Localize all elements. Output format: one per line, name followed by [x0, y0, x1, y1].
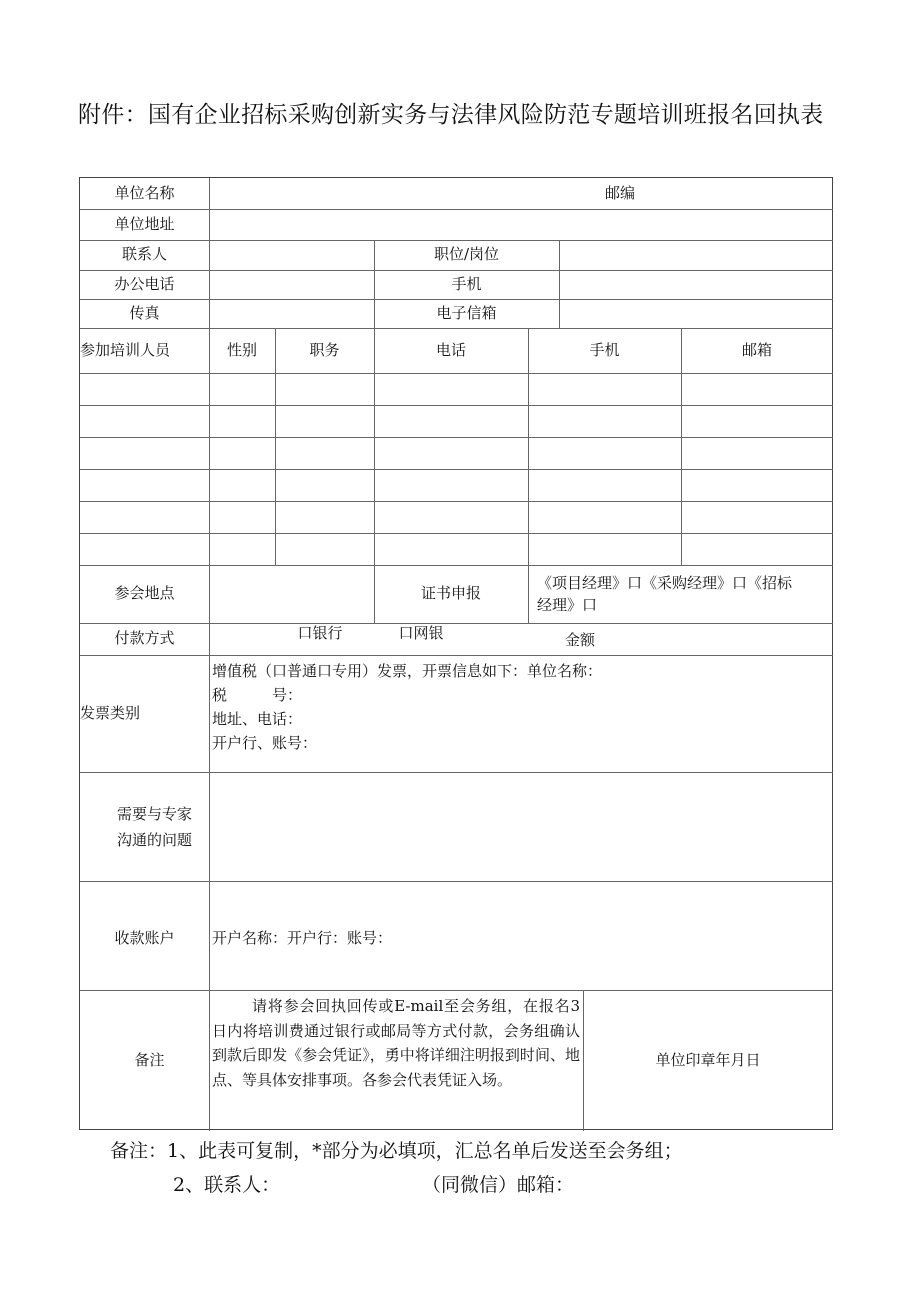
- fax-label: 传真: [129, 303, 160, 322]
- certificate-options-line1: 《项目经理》口《采购经理》口《招标: [537, 574, 793, 592]
- invoice-line-bank: 开户行、账号：: [212, 734, 318, 752]
- account-label: 收款账户: [114, 929, 175, 947]
- footnote-line1: 备注：1、此表可复制，*部分为必填项，汇总名单后发送至会务组；: [110, 1140, 683, 1162]
- account-details: 开户名称：开户行：账号：: [212, 929, 393, 948]
- attendee-header-name: 参加培训人员: [80, 340, 171, 359]
- attendee-row[interactable]: [80, 373, 833, 405]
- invoice-line-address: 地址、电话：: [212, 710, 303, 728]
- questions-label-line1: 需要与专家: [116, 804, 192, 823]
- attendee-header-mobile: 手机: [589, 340, 620, 359]
- unit-address-label: 单位地址: [114, 214, 175, 233]
- venue-label: 参会地点: [114, 584, 175, 603]
- attendee-header-title: 职务: [309, 340, 340, 359]
- page-title: 附件：国有企业招标采购创新实务与法律风险防范专题培训班报名回执表: [78, 102, 824, 128]
- footnote-line2-prefix: 2、联系人：: [173, 1174, 281, 1196]
- remark-label: 备注: [134, 1050, 165, 1069]
- certificate-options: [537, 572, 829, 616]
- remark-text: 请将参会回执回传或E-mail至会务组，在报名3日内将培训费通过银行或邮局等方式付款，会务组确认到款后即发《参会凭证》，勇中将详细注明报到时间、地点、等具体安排事项。各参会代表凭证入场。: [212, 997, 580, 1089]
- questions-label-line2: 沟通的问题: [116, 830, 192, 849]
- attendee-row[interactable]: [80, 405, 833, 437]
- questions-label: [80, 772, 229, 881]
- office-phone-label: 办公电话: [114, 274, 175, 293]
- certificate-label: 证书申报: [420, 584, 481, 603]
- invoice-line-tax-no: 税 号：: [212, 686, 303, 704]
- contact-label: 联系人: [121, 245, 167, 264]
- registration-form-table: [79, 177, 833, 1130]
- attendee-row[interactable]: [80, 437, 833, 469]
- attendee-header-gender: 性别: [226, 340, 257, 359]
- attendee-row[interactable]: [80, 501, 833, 533]
- payment-online-option[interactable]: 口网银: [398, 624, 444, 643]
- payment-label: 付款方式: [114, 629, 175, 648]
- amount-label: 金额: [564, 631, 595, 650]
- invoice-label: 发票类别: [80, 703, 141, 722]
- certificate-options-line2: 经理》口: [537, 596, 598, 614]
- attendee-header-phone: 电话: [435, 340, 466, 359]
- seal-date-label: 单位印章年月日: [655, 1050, 761, 1069]
- mobile-label: 手机: [451, 274, 482, 293]
- invoice-line-type: 增值税（口普通口专用）发票，开票信息如下：单位名称：: [212, 662, 603, 680]
- position-label: 职位/岗位: [433, 245, 500, 264]
- email-label: 电子信箱: [436, 303, 497, 322]
- payment-bank-option[interactable]: 口银行: [297, 624, 343, 643]
- footnote-line2-suffix: （同微信）邮箱：: [422, 1174, 575, 1196]
- postcode-label: 邮编: [604, 183, 635, 202]
- unit-name-label: 单位名称: [114, 183, 175, 202]
- attendee-header-email: 邮箱: [741, 340, 772, 359]
- invoice-details: [212, 659, 827, 755]
- attendee-row[interactable]: [80, 533, 833, 565]
- attendee-row[interactable]: [80, 469, 833, 501]
